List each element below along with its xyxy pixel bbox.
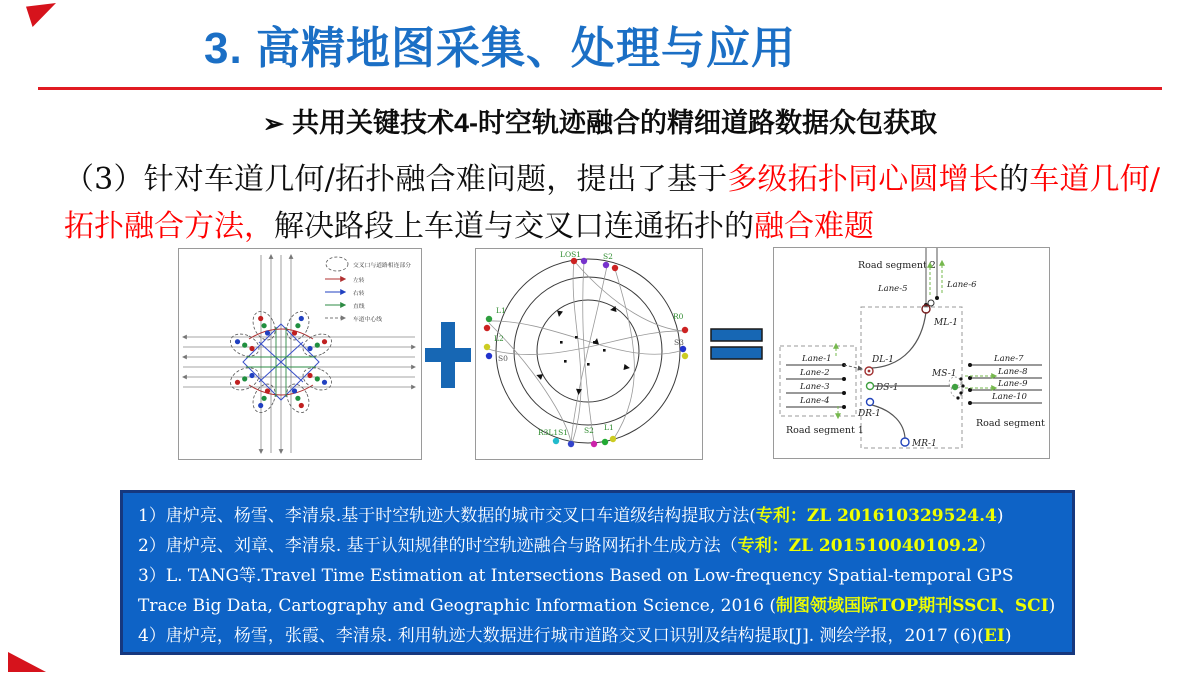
node-mr1 xyxy=(901,438,909,446)
legend-centerline-label: 车道中心线 xyxy=(353,317,382,323)
reference-text: ) xyxy=(1048,596,1056,616)
legend-straight-label: 直线 xyxy=(353,304,365,310)
road-segment-diagram xyxy=(774,248,1047,456)
lane-7-label: Lane-7 xyxy=(994,354,1024,364)
corner-ribbon-bottom-left-icon xyxy=(8,652,46,672)
legend-right-turn-label: 右转 xyxy=(353,291,365,297)
node-dr1-label: DR-1 xyxy=(858,409,881,419)
trajectory-curves xyxy=(488,261,684,443)
road-segment-2-label: Road segment 2 xyxy=(858,260,936,271)
node-ml1-label: ML-1 xyxy=(934,318,958,328)
page-title: 3. 高精地图采集、处理与应用 xyxy=(204,24,796,73)
reference-line-4 xyxy=(138,621,1057,651)
title-divider xyxy=(38,87,1162,90)
reference-text: ) xyxy=(996,506,1004,526)
node-ms1 xyxy=(952,384,958,390)
label-l1-left: L1 xyxy=(496,306,506,315)
reference-ei-highlight: EI xyxy=(983,626,1005,646)
lane-8-label: Lane-8 xyxy=(998,367,1028,377)
label-r3l1s1-bottom: R3L1S1 xyxy=(538,428,569,437)
paragraph-segment: 的 xyxy=(999,162,1030,197)
lane-2-label: Lane-2 xyxy=(800,368,830,378)
reference-patent-highlight: 专利：ZL 201610329524.4 xyxy=(755,506,997,526)
label-s2-top: S2 xyxy=(603,252,613,261)
reference-patent-highlight: 专利：ZL 201510040109.2 xyxy=(737,536,979,556)
reference-text: 3）L. TANG等.Travel Time Estimation at Intersections Based on Low-frequency Spatial-temporal GPS Trace Big Data, Cartography and Geographic Information Science, 2016 ( xyxy=(138,566,1014,616)
equals-operator-icon xyxy=(708,326,766,369)
plus-operator-icon xyxy=(424,320,472,395)
lane-1-label: Lane-1 xyxy=(802,354,832,364)
intersection-diagram xyxy=(179,249,419,457)
reference-line-1 xyxy=(138,501,1057,531)
node-ds1-label: DS-1 xyxy=(876,383,899,393)
figure-road-segments xyxy=(773,247,1050,459)
figure-concentric-topology xyxy=(475,248,703,460)
paragraph-segment-emphasis: 多级拓扑同心圆增长 xyxy=(727,162,999,197)
arrow-bullet-icon: ➢ xyxy=(263,110,284,138)
reference-line-3 xyxy=(138,561,1057,621)
paragraph xyxy=(64,156,1160,250)
road-segment-1-label: Road segment 1 xyxy=(786,425,864,436)
label-l2-left: L2 xyxy=(494,334,504,343)
node-ms1-label: MS-1 xyxy=(932,369,957,379)
label-s0-left: S0 xyxy=(498,354,508,363)
lane-10-label: Lane-10 xyxy=(992,392,1027,402)
lane-3-label: Lane-3 xyxy=(800,382,830,392)
references-box xyxy=(120,490,1075,655)
label-los1: LOS1 xyxy=(560,250,582,259)
reference-text: ) xyxy=(1004,626,1012,646)
label-s2-bottom: S2 xyxy=(584,426,594,435)
lane-9-label: Lane-9 xyxy=(998,379,1028,389)
paragraph-segment-emphasis: 融合难题 xyxy=(754,209,874,244)
reference-text: ） xyxy=(978,536,996,556)
left-lane-labels xyxy=(799,354,832,406)
label-s3-right: S3 xyxy=(674,338,684,347)
paragraph-segment: 解决路段上车道与交叉口连通拓扑的 xyxy=(274,209,754,244)
node-dl1-label: DL-1 xyxy=(872,355,894,365)
reference-journal-highlight: 制图领域国际TOP期刊SSCI、SCI xyxy=(775,596,1049,616)
figure1-legend xyxy=(325,257,411,323)
paragraph-segment: （3）针对车道几何/拓扑融合难问题，提出了基于 xyxy=(64,162,728,197)
road-centerlines xyxy=(183,255,415,453)
lane-5-label: Lane-5 xyxy=(878,284,908,294)
road-segment-3-label: Road segment 3 xyxy=(976,418,1047,429)
subtitle-text: 共用关键技术4-时空轨迹融合的精细道路数据众包获取 xyxy=(291,108,937,138)
node-mr1-label: MR-1 xyxy=(912,439,937,449)
concentric-diagram xyxy=(476,249,700,457)
lane-6-label: Lane-6 xyxy=(947,280,977,290)
label-r0-right: R0 xyxy=(673,312,684,321)
node-dr1 xyxy=(867,399,874,406)
node-ds1 xyxy=(867,383,874,390)
reference-text: 4）唐炉亮，杨雪，张霞、李清泉. 利用轨迹大数据进行城市道路交叉口识别及结构提取[J]. 测绘学报，2017 (6)( xyxy=(138,626,984,646)
reference-text: 2）唐炉亮、刘章、李清泉. 基于认知规律的时空轨迹融合与路网拓扑生成方法（ xyxy=(138,536,738,556)
legend-ellipse-icon xyxy=(326,257,348,271)
lane-4-label: Lane-4 xyxy=(800,396,830,406)
paragraph-segment-emphasis: 车道几何/拓扑融合方法， xyxy=(64,162,1161,244)
section-subtitle xyxy=(0,101,1200,140)
legend-ellipse-label: 交叉口与道路相连部分 xyxy=(353,263,411,269)
label-l1-bottom: L1 xyxy=(604,423,614,432)
legend-left-turn-label: 左转 xyxy=(353,278,365,284)
reference-text: 1）唐炉亮、杨雪、李清泉.基于时空轨迹大数据的城市交叉口车道级结构提取方法( xyxy=(138,506,756,526)
reference-line-2 xyxy=(138,531,1057,561)
figure-intersection-lanes xyxy=(178,248,422,460)
